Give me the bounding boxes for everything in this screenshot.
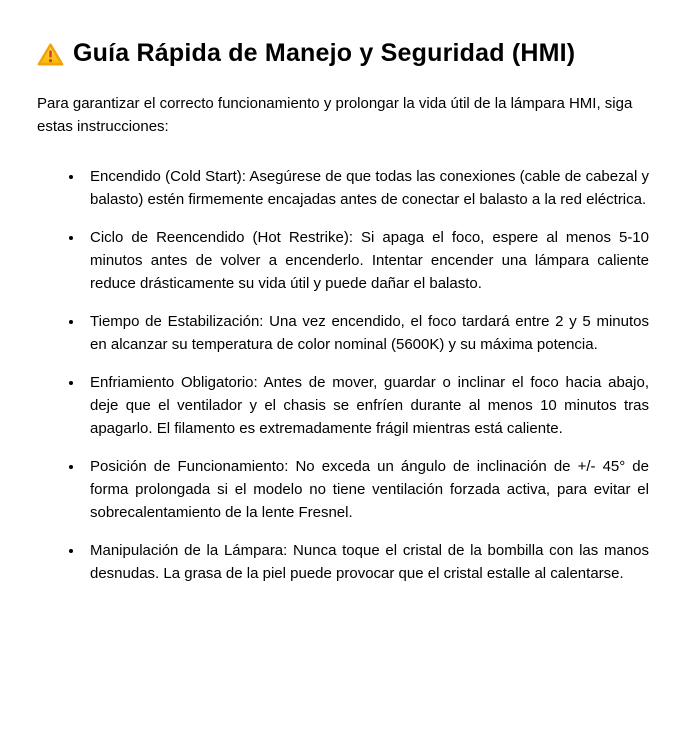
intro-paragraph: Para garantizar el correcto funcionamiento y prolongar la vida útil de la lámpara HMI, siga estas instrucciones: xyxy=(37,94,633,135)
instructions-list xyxy=(37,165,649,585)
warning-icon xyxy=(37,42,64,67)
instruction-item-cooling: • Enfriamiento Obligatorio: Antes de mover, guardar o inclinar el foco hacia abajo, deje que el ventilador y el chasis se enfríen durante al menos 10 minutos tras apagarlo. El filamento es extremadamente frágil mientras está caliente. xyxy=(84,371,649,440)
instruction-item-operating-position: • Posición de Funcionamiento: No exceda un ángulo de inclinación de +/- 45° de forma prolongada si el modelo no tiene ventilación forzada activa, para evitar el sobrecalentamiento de la lente Fresnel. xyxy=(84,455,649,524)
instruction-item-lamp-handling: • Manipulación de la Lámpara: Nunca toque el cristal de la bombilla con las manos desnudas. La grasa de la piel puede provocar que el cristal estalle al calentarse. xyxy=(84,539,649,585)
instruction-item-hot-restrike: • Ciclo de Reencendido (Hot Restrike): Si apaga el foco, espere al menos 5-10 minutos antes de volver a encenderlo. Intentar encender una lámpara caliente reduce drásticamente su vida útil y puede dañar el balasto. xyxy=(84,226,649,295)
instruction-item-cold-start: • Encendido (Cold Start): Asegúrese de que todas las conexiones (cable de cabezal y balasto) estén firmemente encajadas antes de conectar el balasto a la red eléctrica. xyxy=(84,165,649,211)
page-title-row xyxy=(37,40,649,68)
page-title: Guía Rápida de Manejo y Seguridad (HMI) xyxy=(73,39,576,67)
instruction-item-stabilization: • Tiempo de Estabilización: Una vez encendido, el foco tardará entre 2 y 5 minutos en alcanzar su temperatura de color nominal (5600K) y su máxima potencia. xyxy=(84,310,649,356)
